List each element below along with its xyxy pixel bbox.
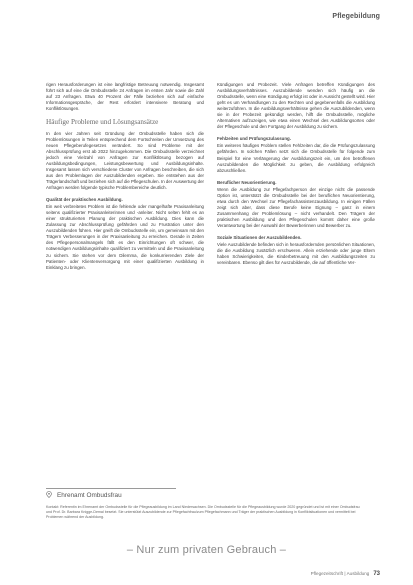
location-pin-icon xyxy=(46,491,54,500)
footer-divider xyxy=(46,488,176,489)
paragraph: Ein weit verbreitetes Problem ist die fehlende oder mangelhafte Praxisanleitung seitens qualifizierter Praxisanleiterinnen und -anleiter. Nicht selten fehlt es an einer strukturierten Planung der praktischen Ausbildung. Dies kann die Zulassung zur Abschlussprüfung gefährden und zu Frustration unter den Auszubildenden führen. Hier greift die Ombudsstelle ein, um gemeinsam mit den Trägern Verbesserungen in der Praxisanleitung zu erreichen. Gerade in Zeiten des Pflegepersonalmangels fällt es den Einrichtungen oft schwer, die notwendigen Ausbildungsinhalte qualifiziert zu vermitteln und die Praxisanleitung zu sichern. Sie stehen vor dem Dilemma, die konkurrierenden Ziele der Patienten- oder Klientenversorgung mit einer qualifizierten Ausbildung in Einklang zu bringen. xyxy=(46,204,204,270)
footnote: Kontakt: Referentin im Ehrenamt der Ombudsstelle für die Pflegeausbildung im Land Niedersachsen. Die Ombudsstelle für die Pflegeausbildung wurde 2020 gegründet und ist mit einer Ombudsfrau und Prof. Dr. Barbara Knigge-Demal besetzt. Sie unterstützt Auszubildende zur Pflegefachfrau/zum Pflegefachmann und Träger der praktischen Ausbildung in Konfliktsituationen und vermittelt bei Problemen während der Ausbildung. xyxy=(46,505,360,520)
subheading: Soziale Situationen der Auszubildenden. xyxy=(217,235,302,241)
author-role xyxy=(46,491,122,500)
author-role-label: Ehrenamt Ombudsfrau xyxy=(57,492,122,499)
left-column xyxy=(46,82,204,277)
journal-name: Pflegezeitschrift | Ausbildung xyxy=(310,571,370,576)
page-footer xyxy=(311,571,380,577)
subheading: Fehlzeiten und Prüfungszulassung. xyxy=(217,136,291,142)
paragraph: rigen Herausforderungen ist eine langfristige Betreuung notwendig. Insgesamt führt sich auf eine die Ombudsstelle 24 Anfragen im ersten Jahr sowie die Zahl auf 23 Anfragen. Etwa 40 Prozent der Fälle beziehen sich auf einfache Informationsgespräche, der Rest erfordert intensivere Beratung und Konfliktlösungen. xyxy=(46,82,204,112)
watermark: – Nur zum privaten Gebrauch – xyxy=(126,544,287,556)
paragraph: Ein weiteres häufiges Problem stellen Fehlzeiten dar, die die Prüfungszulassung gefährden. In solchen Fällen setzt sich die Ombudsstelle für folgende zum Beispiel für eine Verlängerung der Ausbildungszeit ein, um den betroffenen Auszubildenden die Möglichkeit zu geben, die Ausbildung erfolgreich abzuschließen. xyxy=(217,143,375,173)
paragraph: Kündigungen und Probezeit. Viele Anfragen betreffen Kündigungen des Ausbildungsverhältnisses. Auszubildende wenden sich häufig an die Ombudsstelle, wenn eine Kündigung erfolgt ist oder in Aussicht gestellt wird. Hier geht es um Verhandlungen zu den Rechten und gegebenenfalls die Ausbildung weiterzuführen. In die Ausbildungsverhältnisse gehen die Auszubildenden, wenn sie in der Probezeit gekündigt werden, hilft die Ombudsstelle, mögliche Alternativen aufzuzeigen, wie etwa einen Wechsel des Ausbildungsortes oder der Pflegeschule und den Fortgang der Ausbildung zu sichern. xyxy=(217,82,375,130)
paragraph: Wenn die Ausbildung zur Pflegefachperson der einzige nicht die passende Option ist, unterstützt die Ombudsstelle bei der beruflichen Neuorientierung, etwa durch den Wechsel zur Pflegefachassistenzausbildung. In einigen Fällen zeigt sich aber, dass diese Berufe keine Eignung – ganz in einem Zusammenhang der Problemlösung – nicht verhandelt. Den Trägern der praktischen Ausbildung und den Pflegeschulen kommt daher eine große Verantwortung bei der Auswahl der Bewerberinnen und Bewerber zu. xyxy=(217,186,375,228)
paragraph: In den vier Jahren seit Gründung der Ombudsstelle haben sich die Problemlösungen in Teilen entsprechend dem Fortschreiten der Umsetzung des neuen Pflegeberufegesetzes verändert. So sind Probleme mit der Abschlussprüfung erst ab 2022 hinzugekommen. Die Ombudsstelle verzeichnet jedoch eine Vielzahl von Anfragen zur Konfliktlösung bezogen auf Ausbildungsbedingungen, Leistungsbewertung und Ausbildungsinhalte. Insgesamt lassen sich verschiedene Cluster von Anfragen beschreiben, die sich aus den Problemlagen der Auszubildenden ergeben. Sie entstehen aus der Trägerlandschaft und beziehen sich auf die Pflegeschulen. In der Auswertung der Anfragen werden folgende typische Problembereiche deutlich. xyxy=(46,130,204,191)
section-title: Pflegebildung xyxy=(332,13,380,20)
right-column xyxy=(217,82,375,272)
subheading: Beruflicher Neuorientierung. xyxy=(217,179,277,185)
subheading: Qualität der praktischen Ausbildung. xyxy=(46,197,123,203)
page-number: 73 xyxy=(373,571,380,577)
section-heading: Häufige Probleme und Lösungsansätze xyxy=(46,118,159,127)
paragraph: Viele Auszubildende befinden sich in herausfordernden persönlichen Situationen, die die Ausbildung zusätzlich erschweren. Allein erziehende oder junge Eltern haben Schwierigkeiten, die Kinderbetreuung mit den Ausbildungszeiten zu vereinbaren. Ebenso gilt dies für Auszubildende, die auf öffentliche Ver- xyxy=(217,242,375,266)
